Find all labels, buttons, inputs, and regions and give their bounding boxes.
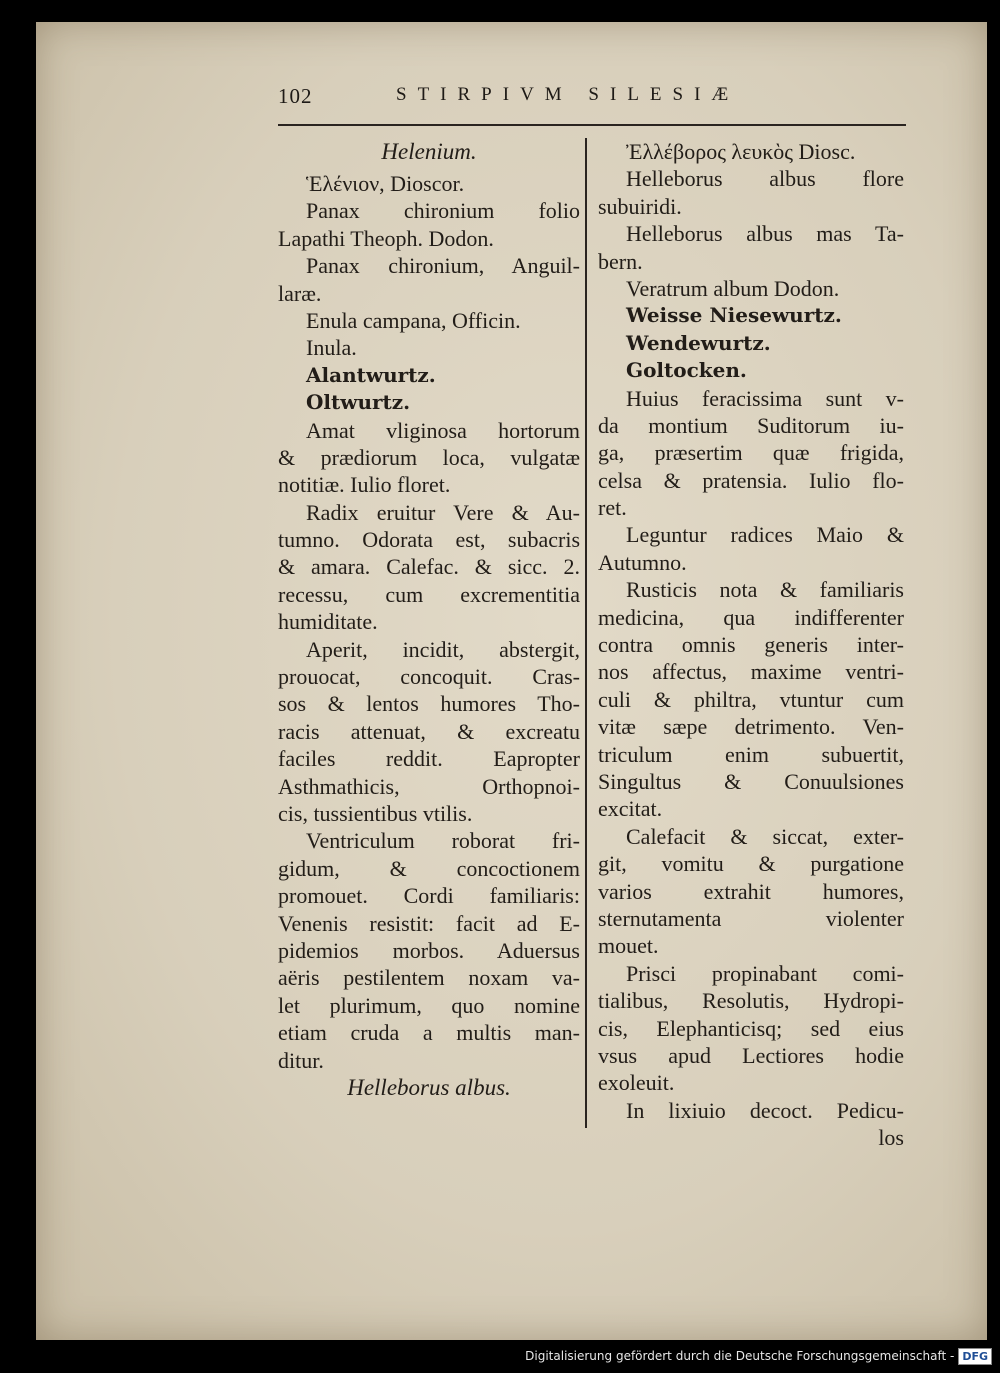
text-line: sos & lentos humores Tho- <box>278 691 580 717</box>
text-line: Venenis resistit: facit ad E- <box>278 910 580 936</box>
text-line: exoleuit. <box>598 1070 675 1096</box>
text-line: & amara. Calefac. & sicc. 2. <box>278 554 580 580</box>
text-line: Huius feracissima sunt v- <box>626 385 904 411</box>
text-line: prouocat, concoquit. Cras- <box>278 664 580 690</box>
header-rule <box>278 124 906 126</box>
text-line: excitat. <box>598 796 663 822</box>
footer-credit <box>525 1345 992 1367</box>
text-line: notitiæ. Iulio floret. <box>278 472 451 498</box>
text-line: Veratrum album Dodon. <box>626 275 840 301</box>
text-line: Helleborus albus. <box>347 1074 511 1100</box>
text-line: cis, tussientibus vtilis. <box>278 800 473 826</box>
text-line: Helleborus albus flore <box>626 166 904 192</box>
text-line: Inula. <box>306 335 357 361</box>
text-line: Rusticis nota & familiaris <box>626 577 904 603</box>
text-line: Weisse Niesewurtz. <box>626 303 842 328</box>
text-line: recessu, cum excrementitia <box>278 581 580 607</box>
text-line: contra omnis generis inter- <box>598 632 904 658</box>
text-line: Lapathi Theoph. Dodon. <box>278 225 494 251</box>
text-line: ga, præsertim quæ frigida, <box>598 440 904 466</box>
text-line: tialibus, Resolutis, Hydropi- <box>598 988 904 1014</box>
text-line: laræ. <box>278 280 322 306</box>
text-line: Panax chironium folio <box>306 198 580 224</box>
text-line: Radix eruitur Vere & Au- <box>306 499 580 525</box>
footer-text: Digitalisierung gefördert durch die Deutsche Forschungsgemeinschaft - <box>525 1349 955 1363</box>
text-line: Prisci propinabant comi- <box>626 960 904 986</box>
text-line: tumno. Odorata est, subacris <box>278 527 580 553</box>
text-line: git, vomitu & purgatione <box>598 851 904 877</box>
running-title: STIRPIVM SILESIÆ <box>396 84 740 105</box>
text-line: Helleborus albus mas Ta- <box>626 221 904 247</box>
text-line: Panax chironium, Anguil- <box>306 253 580 279</box>
text-line: Leguntur radices Maio & <box>626 522 904 548</box>
text-line: varios extrahit humores, <box>598 878 904 904</box>
text-line: humiditate. <box>278 609 378 635</box>
text-line: Calefacit & siccat, exter- <box>626 823 904 849</box>
column-divider <box>585 138 587 1128</box>
text-line: In lixiuio decoct. Pedicu- <box>626 1097 904 1123</box>
text-line: Autumno. <box>598 549 687 575</box>
text-line: vsus apud Lectiores hodie <box>598 1042 904 1068</box>
right-column <box>598 138 904 1151</box>
text-line: promouet. Cordi familiaris: <box>278 883 580 909</box>
text-line: racis attenuat, & excreatu <box>278 718 580 744</box>
text-line: gidum, & concoctionem <box>278 855 580 881</box>
text-line: Ἐλλέβορος λευκὸς Diosc. <box>626 139 856 164</box>
running-head <box>278 82 898 112</box>
text-line: Aperit, incidit, abstergit, <box>306 636 580 662</box>
left-column <box>278 138 580 1106</box>
text-line: etiam cruda a multis man- <box>278 1020 580 1046</box>
text-line: Ventriculum roborat fri- <box>306 828 580 854</box>
text-line: aëris pestilentem noxam va- <box>278 965 580 991</box>
text-line: triculum enim subuertit, <box>598 741 904 767</box>
dfg-logo: DFG <box>958 1348 992 1365</box>
text-line: mouet. <box>598 933 659 959</box>
text-line: celsa & pratensia. Iulio flo- <box>598 467 904 493</box>
text-line: nos affectus, maxime ventri- <box>598 659 904 685</box>
page-number: 102 <box>278 84 313 108</box>
text-line: cis, Elephanticisq; sed eius <box>598 1015 904 1041</box>
text-line: ret. <box>598 495 627 521</box>
text-line: Helenium. <box>381 139 477 164</box>
text-line: pidemios morbos. Aduersus <box>278 937 580 963</box>
text-line: bern. <box>598 248 643 274</box>
text-line: los <box>878 1125 904 1151</box>
text-line: Singultus & Conuulsiones <box>598 768 904 794</box>
text-line: & prædiorum loca, vulgatæ <box>278 444 580 470</box>
text-line: da montium Suditorum iu- <box>598 412 904 438</box>
text-line: ditur. <box>278 1047 324 1073</box>
text-line: Alantwurtz. <box>306 362 436 387</box>
text-line: Wendewurtz. <box>626 330 771 355</box>
text-line: sternutamenta violenter <box>598 905 904 931</box>
text-line: Amat vliginosa hortorum <box>306 417 580 443</box>
text-line: vitæ sæpe detrimento. Ven- <box>598 714 904 740</box>
text-line: Enula campana, Officin. <box>306 307 521 333</box>
text-line: faciles reddit. Eapropter <box>278 746 580 772</box>
text-line: medicina, qua indifferenter <box>598 604 904 630</box>
text-line: Oltwurtz. <box>306 390 411 415</box>
text-line: Asthmathicis, Orthopnoi- <box>278 773 580 799</box>
text-line: Goltocken. <box>626 358 747 383</box>
text-line: let plurimum, quo nomine <box>278 992 580 1018</box>
text-line: culi & philtra, vtuntur cum <box>598 686 904 712</box>
text-line: Ἑλένιον, Dioscor. <box>306 171 465 196</box>
text-line: subuiridi. <box>598 193 682 219</box>
